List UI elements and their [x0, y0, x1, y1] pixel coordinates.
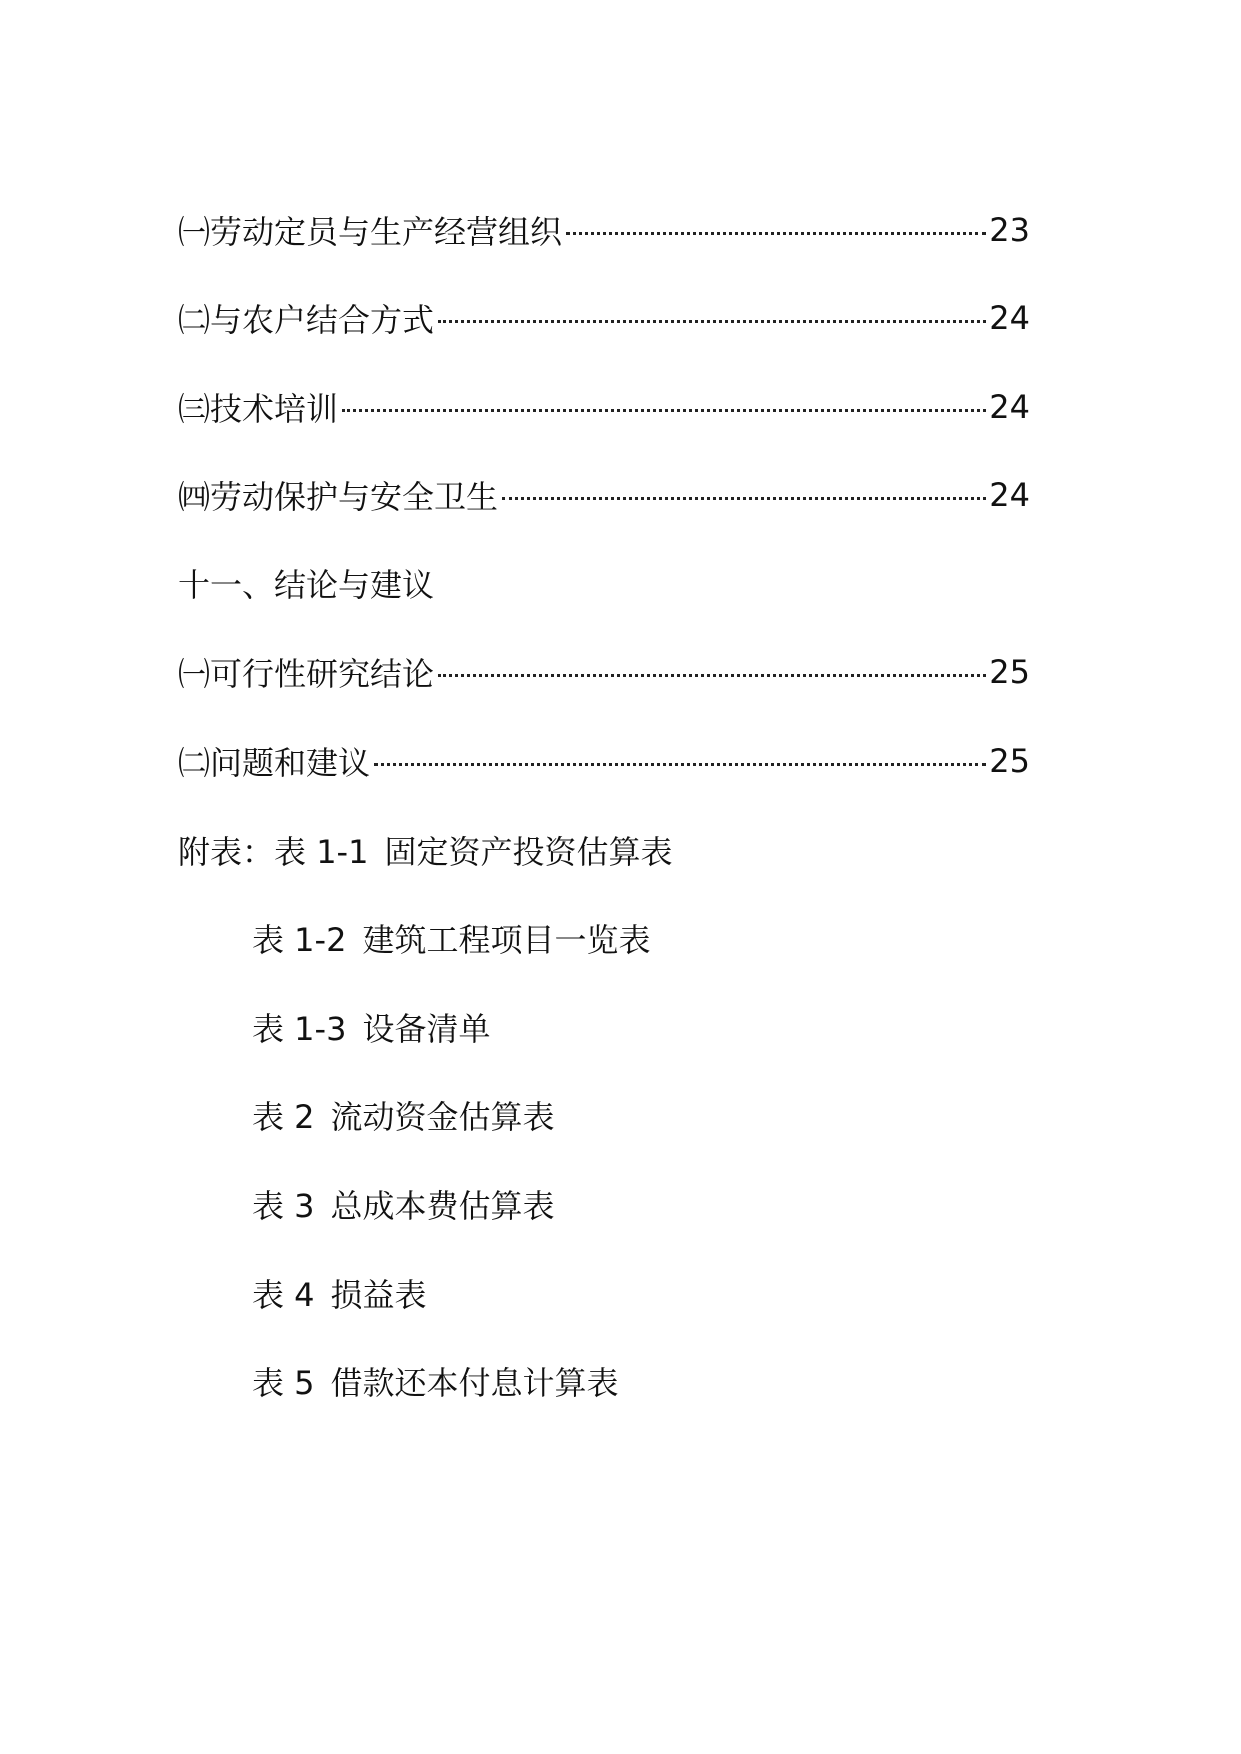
toc-page-number: 25	[989, 742, 1030, 780]
appendix-table-label: 表 5	[252, 1364, 315, 1402]
toc-page-number: 24	[989, 388, 1030, 426]
toc-entry[interactable]	[178, 382, 1030, 432]
toc-entry-label: ㈣劳动保护与安全卫生	[178, 478, 499, 516]
toc-entry[interactable]	[178, 647, 1030, 697]
appendix-item[interactable]	[252, 913, 650, 963]
toc-entry[interactable]	[178, 736, 1030, 786]
toc-entry[interactable]	[178, 470, 1030, 520]
dot-leader	[438, 320, 986, 323]
toc-entry[interactable]	[178, 293, 1030, 343]
dot-leader	[502, 497, 986, 500]
appendix-table-label: 表 3	[252, 1187, 315, 1225]
appendix-table-title: 建筑工程项目一览表	[362, 921, 651, 959]
appendix-table-title: 损益表	[330, 1276, 427, 1314]
appendix-table-label: 表 1-2	[252, 921, 347, 959]
appendix-table-label: 表 4	[252, 1276, 315, 1314]
toc-page-number: 23	[989, 211, 1030, 249]
dot-leader	[566, 232, 986, 235]
appendix-table-title: 总成本费估算表	[330, 1187, 555, 1225]
appendix-table-label: 表 1-3	[252, 1010, 347, 1048]
dot-leader	[374, 763, 986, 766]
appendix-table-title: 借款还本付息计算表	[330, 1364, 619, 1402]
toc-page-number: 24	[989, 299, 1030, 337]
toc-entry[interactable]	[178, 205, 1030, 255]
appendix-item[interactable]	[178, 825, 672, 875]
appendix-item[interactable]	[252, 1090, 555, 1140]
appendix-table-label: 表 2	[252, 1098, 315, 1136]
appendix-item[interactable]	[252, 1356, 619, 1406]
appendix-table-title: 设备清单	[362, 1010, 491, 1048]
toc-entry-label: ㈢技术培训	[178, 390, 339, 428]
appendix-item[interactable]	[252, 1002, 490, 1052]
dot-leader	[438, 674, 986, 677]
toc-page-number: 25	[989, 653, 1030, 691]
appendix-item[interactable]	[252, 1268, 427, 1318]
toc-section-heading[interactable]: 十一、结论与建议	[178, 566, 435, 604]
toc-entry-label: ㈠可行性研究结论	[178, 655, 435, 693]
toc-entry-label: ㈠劳动定员与生产经营组织	[178, 213, 563, 251]
dot-leader	[342, 409, 986, 412]
toc-page-number: 24	[989, 476, 1030, 514]
toc-entry-label: ㈡问题和建议	[178, 744, 371, 782]
appendix-table-label: 表 1-1	[274, 833, 369, 871]
appendix-table-title: 流动资金估算表	[330, 1098, 555, 1136]
appendix-table-title: 固定资产投资估算表	[384, 833, 673, 871]
appendix-item[interactable]	[252, 1179, 555, 1229]
appendix-prefix: 附表：	[178, 833, 275, 871]
toc-entry-label: ㈡与农户结合方式	[178, 301, 435, 339]
